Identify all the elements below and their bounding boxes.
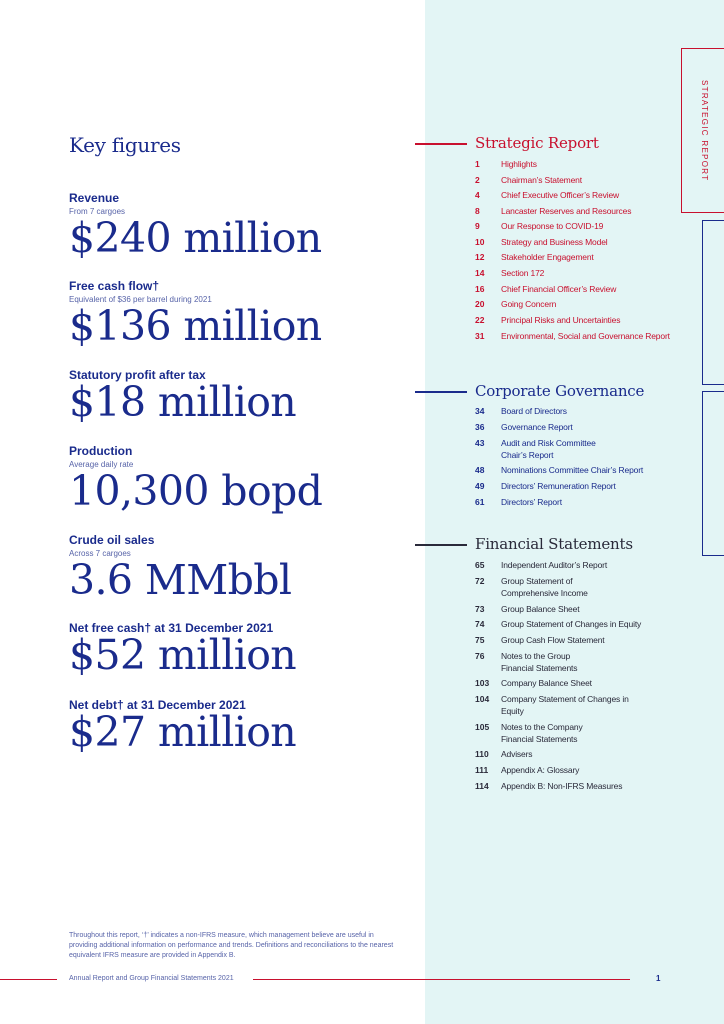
- toc-entry-title: Section 172: [501, 268, 545, 278]
- toc-entry-title: Directors’ Report: [501, 497, 562, 507]
- toc-entry-title: Environmental, Social and Governance Report: [501, 331, 670, 341]
- toc-page-number: 65: [475, 560, 485, 570]
- page-number: 1: [656, 974, 661, 983]
- toc-entry-title: Highlights: [501, 159, 537, 169]
- toc-page-number: 75: [475, 635, 485, 645]
- toc-entry-title: Principal Risks and Uncertainties: [501, 315, 621, 325]
- toc-page-number: 48: [475, 465, 485, 475]
- toc-page-number: 74: [475, 619, 485, 629]
- toc-page-number: 10: [475, 237, 485, 247]
- toc-entry-title: Notes to the Company Financial Statements: [501, 722, 583, 744]
- toc-entry-title: Governance Report: [501, 422, 573, 432]
- figure-label: Statutory profit after tax: [69, 368, 206, 382]
- toc-page-number: 72: [475, 576, 485, 586]
- toc-entry-title: Stakeholder Engagement: [501, 252, 594, 262]
- toc-entry-title: Group Balance Sheet: [501, 604, 580, 614]
- toc-entry-title: Board of Directors: [501, 406, 567, 416]
- key-figures-title: Key figures: [69, 133, 181, 157]
- toc-page-number: 104: [475, 694, 490, 704]
- figure-value: $27 million: [69, 708, 297, 756]
- figure-value: 3.6 MMbbl: [69, 556, 292, 604]
- figure-subtitle: From 7 cargoes: [69, 207, 126, 216]
- toc-page-number: 49: [475, 481, 485, 491]
- section-rule: [415, 143, 467, 145]
- toc-entry-title: Group Statement of Changes in Equity: [501, 619, 642, 629]
- toc-page-number: 12: [475, 252, 485, 262]
- toc-page-number: 36: [475, 422, 485, 432]
- figure-value: $240 million: [69, 214, 322, 262]
- toc-entry-title: Directors’ Remuneration Report: [501, 481, 616, 491]
- figure-value: $18 million: [69, 378, 297, 426]
- toc-page-number: 43: [475, 438, 485, 448]
- toc-entry-title: Notes to the Group Financial Statements: [501, 651, 578, 673]
- toc-entry-title: Company Statement of Changes in Equity: [501, 694, 629, 716]
- side-tab-label: STRATEGIC REPORT: [700, 80, 709, 182]
- toc-page-number: 2: [475, 175, 480, 185]
- toc-entry-title: Group Cash Flow Statement: [501, 635, 605, 645]
- figure-label: Free cash flow†: [69, 279, 160, 293]
- toc-page-number: 1: [475, 159, 480, 169]
- toc-page-number: 105: [475, 722, 490, 732]
- footnote: Throughout this report, ‘†’ indicates a non-IFRS measure, which management believe are useful in providing additional information on performance and trends. Definitions and reconciliations to the nearest equivalent IFRS measure are provided in Appendix B.: [69, 932, 394, 959]
- figure-label: Production: [69, 444, 133, 458]
- toc-page-number: 14: [475, 268, 485, 278]
- toc-entry-title: Going Concern: [501, 299, 557, 309]
- footer-title: Annual Report and Group Financial Statements 2021: [69, 975, 234, 982]
- toc-page-number: 8: [475, 206, 480, 216]
- toc-page-number: 103: [475, 678, 490, 688]
- contents-panel: [425, 0, 724, 1024]
- section-rule: [415, 544, 467, 546]
- figure-subtitle: Across 7 cargoes: [69, 549, 131, 558]
- figure-label: Net free cash† at 31 December 2021: [69, 621, 274, 635]
- toc-page-number: 16: [475, 284, 485, 294]
- toc-page-number: 9: [475, 221, 480, 231]
- toc-entry-title: Independent Auditor’s Report: [501, 560, 608, 570]
- toc-page-number: 61: [475, 497, 485, 507]
- toc-entry-title: Appendix B: Non-IFRS Measures: [501, 781, 623, 791]
- toc-page-number: 73: [475, 604, 485, 614]
- figure-label: Revenue: [69, 191, 120, 205]
- toc-entry-title: Advisers: [501, 749, 533, 759]
- toc-page-number: 76: [475, 651, 485, 661]
- toc-entry-title: Audit and Risk Committee Chair’s Report: [501, 438, 596, 460]
- section-rule: [415, 391, 467, 393]
- side-tab-corporate-governance[interactable]: [702, 220, 724, 385]
- toc-page-number: 4: [475, 190, 480, 200]
- footer-rule: [253, 979, 630, 980]
- figure-label: Net debt† at 31 December 2021: [69, 698, 246, 712]
- section-title-financial-statements[interactable]: Financial Statements: [475, 535, 633, 553]
- toc-entry-title: Group Statement of Comprehensive Income: [501, 576, 588, 598]
- section-title-strategic-report[interactable]: Strategic Report: [475, 134, 599, 152]
- toc-entry-title: Company Balance Sheet: [501, 678, 592, 688]
- toc-page-number: 34: [475, 406, 485, 416]
- toc-page-number: 31: [475, 331, 485, 341]
- toc-entry-title: Our Response to COVID-19: [501, 221, 604, 231]
- figure-value: $52 million: [69, 631, 297, 679]
- figure-value: $136 million: [69, 302, 322, 350]
- figure-subtitle: Average daily rate: [69, 460, 134, 469]
- toc-entry-title: Strategy and Business Model: [501, 237, 608, 247]
- toc-entry-title: Chairman’s Statement: [501, 175, 582, 185]
- side-tab-financial-statements[interactable]: [702, 391, 724, 556]
- section-title-corporate-governance[interactable]: Corporate Governance: [475, 382, 645, 400]
- toc-page-number: 22: [475, 315, 485, 325]
- footer-rule: [0, 979, 57, 980]
- figure-subtitle: Equivalent of $36 per barrel during 2021: [69, 295, 212, 304]
- figure-label: Crude oil sales: [69, 533, 155, 547]
- toc-entry-title: Nominations Committee Chair’s Report: [501, 465, 644, 475]
- toc-entry-title: Appendix A: Glossary: [501, 765, 580, 775]
- figure-value: 10,300 bopd: [69, 467, 323, 515]
- toc-page-number: 114: [475, 781, 489, 791]
- toc-entry-title: Chief Financial Officer’s Review: [501, 284, 617, 294]
- toc-page-number: 110: [475, 749, 489, 759]
- toc-entry-title: Chief Executive Officer’s Review: [501, 190, 620, 200]
- toc-entry-title: Lancaster Reserves and Resources: [501, 206, 632, 216]
- toc-page-number: 20: [475, 299, 485, 309]
- toc-page-number: 111: [475, 765, 489, 775]
